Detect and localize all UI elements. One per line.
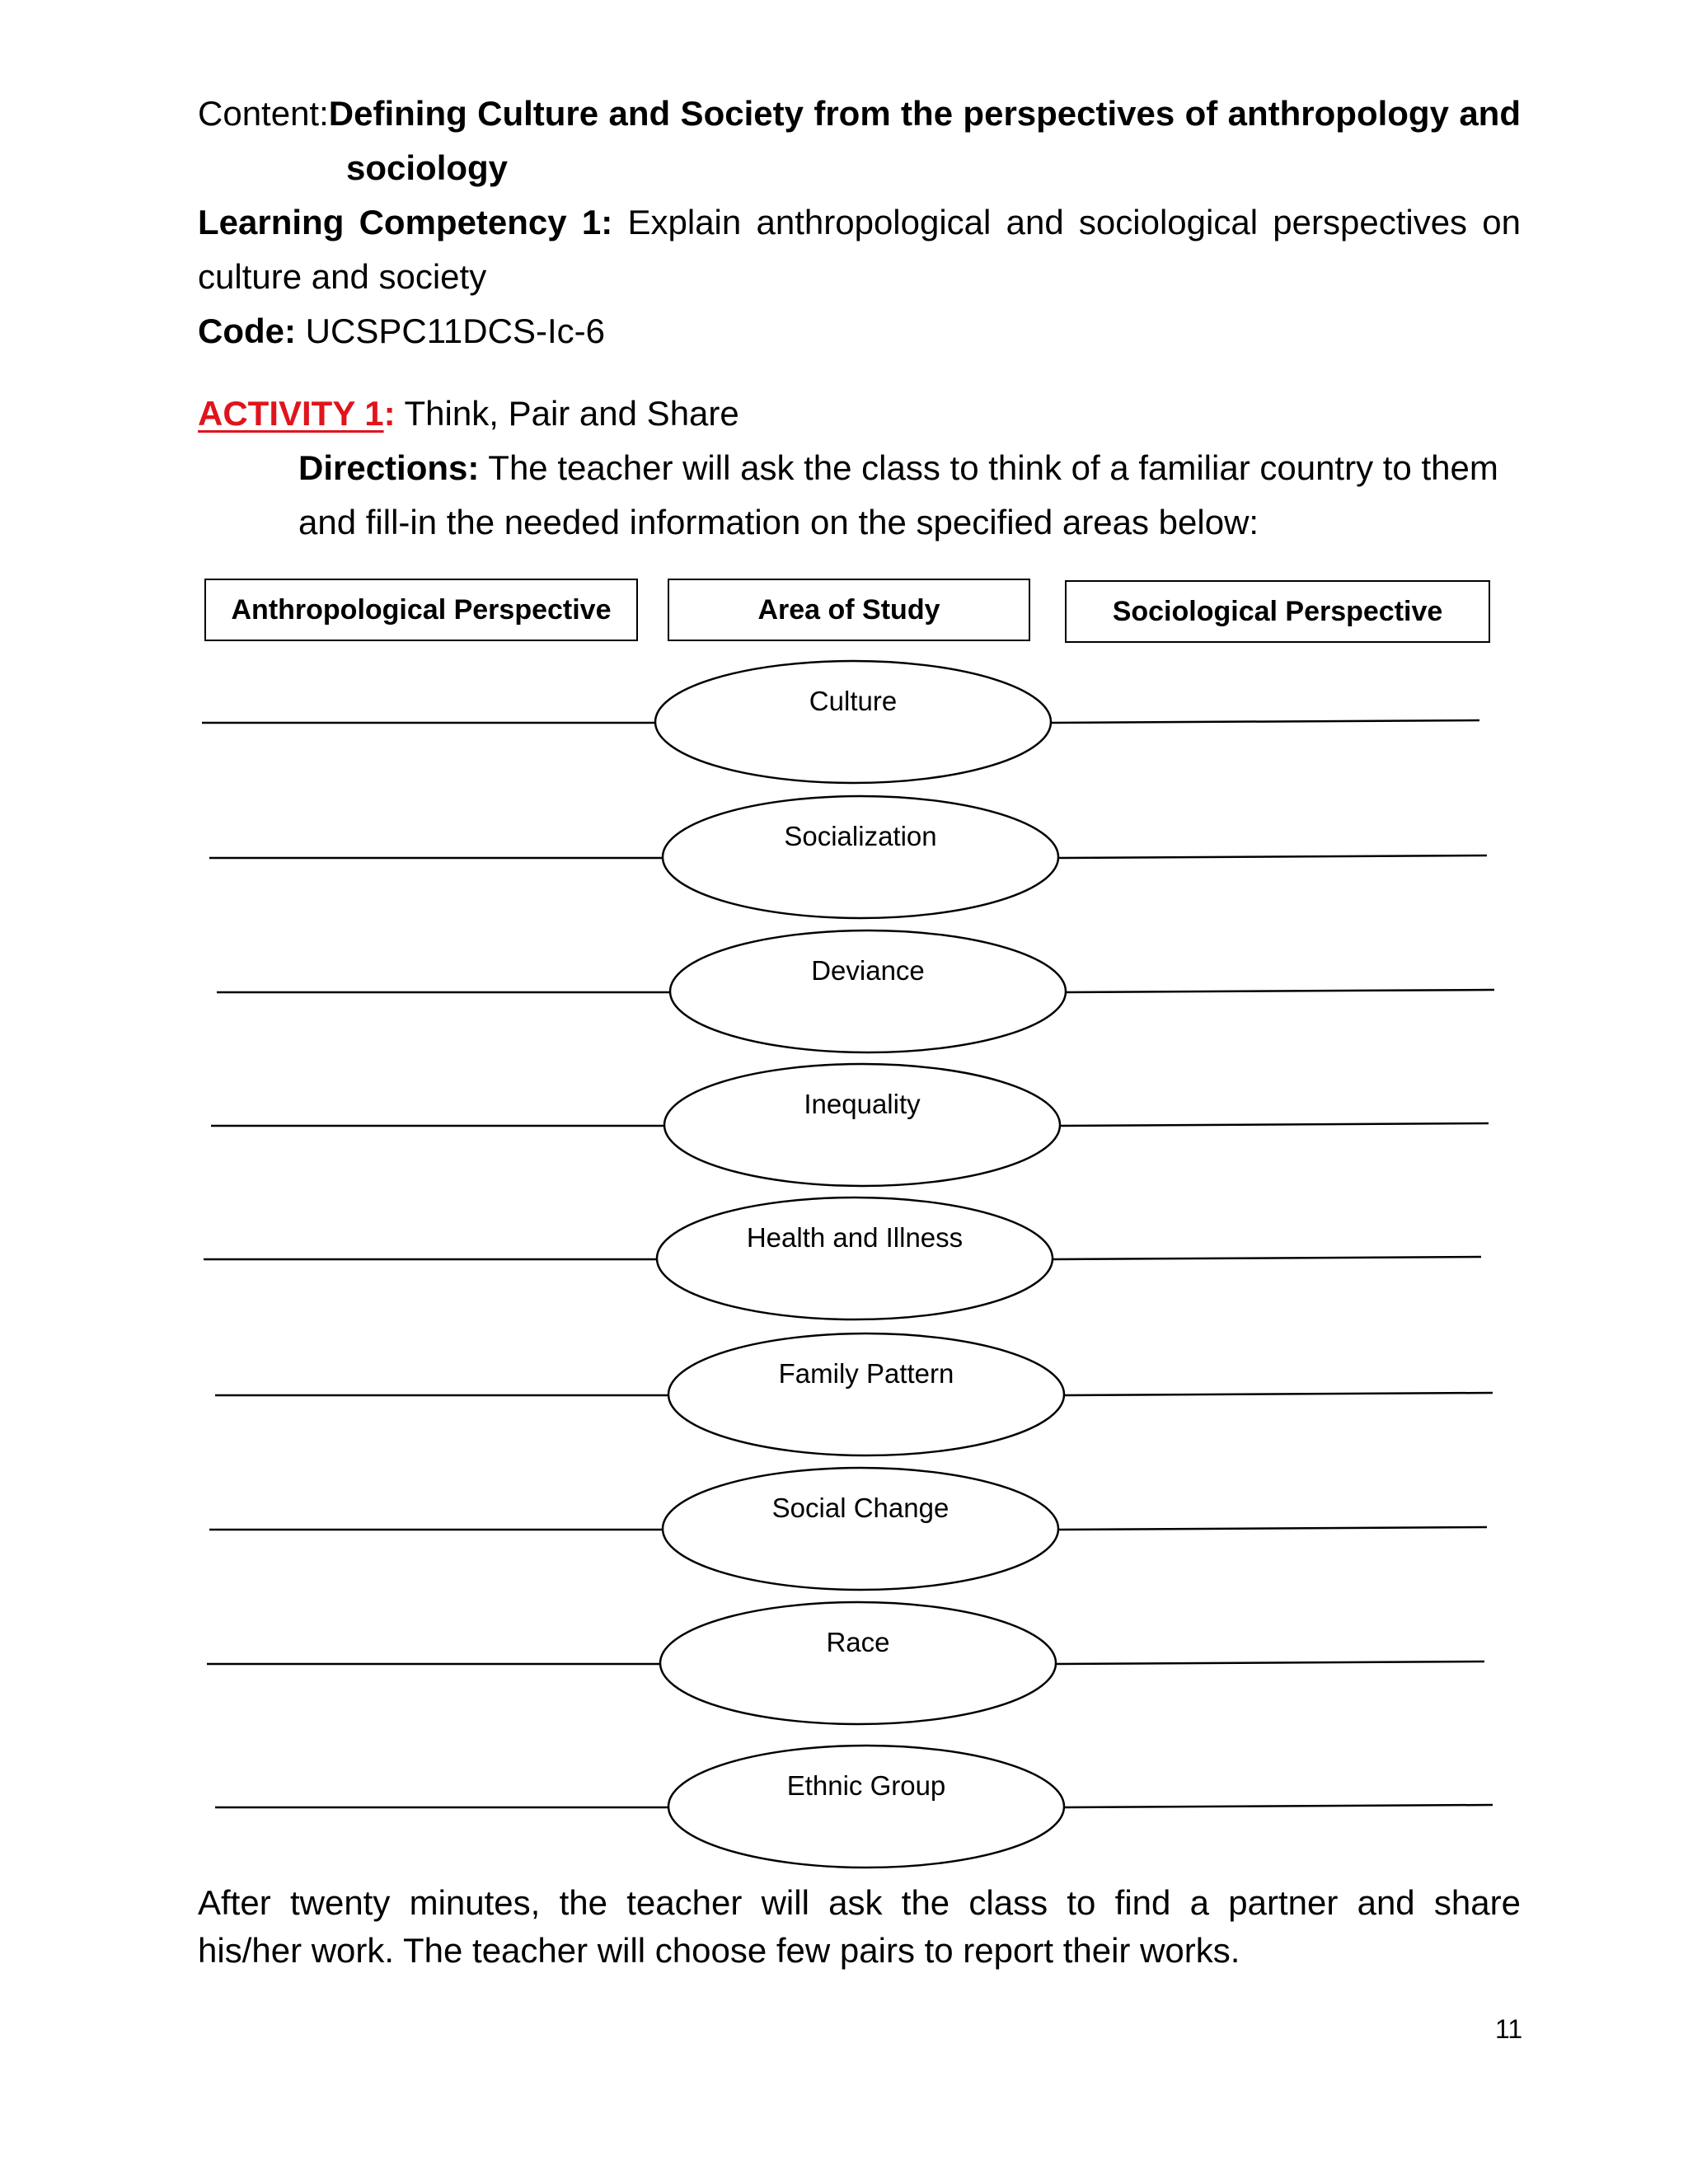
page-number: 11 (1495, 2014, 1523, 2044)
area-label-race: Race (826, 1627, 890, 1657)
sociological-answer-line-ethnic-group[interactable] (1064, 1805, 1493, 1807)
directions-label: Directions: (298, 448, 480, 487)
area-label-deviance: Deviance (811, 955, 925, 986)
area-label-family-pattern: Family Pattern (778, 1358, 954, 1389)
area-label-inequality: Inequality (804, 1089, 921, 1119)
competency-text: Explain anthropological and sociological perspectives on (627, 203, 1522, 241)
competency-text-continued: culture and society (198, 257, 487, 296)
area-label-socialization: Socialization (784, 821, 937, 851)
header-area-of-study: Area of Study (668, 579, 1030, 641)
sociological-answer-line-socialization[interactable] (1058, 855, 1487, 858)
area-ellipse-family-pattern (668, 1333, 1064, 1455)
area-label-culture: Culture (809, 686, 898, 716)
area-ellipse-health-and-illness (657, 1197, 1053, 1319)
content-label: Content: (198, 94, 329, 133)
area-label-social-change: Social Change (771, 1493, 950, 1523)
area-ellipse-inequality (664, 1064, 1060, 1186)
area-label-health-and-illness: Health and Illness (746, 1222, 964, 1253)
area-ellipse-culture (655, 661, 1051, 783)
area-ellipse-ethnic-group (668, 1746, 1064, 1868)
sociological-answer-line-social-change[interactable] (1058, 1527, 1487, 1530)
header-anthropological: Anthropological Perspective (204, 579, 638, 641)
activity-label: ACTIVITY 1: (198, 394, 396, 433)
sociological-answer-line-culture[interactable] (1051, 720, 1479, 723)
directions-text-continued: and fill-in the needed information on the specified areas below: (298, 503, 1259, 541)
sociological-answer-line-family-pattern[interactable] (1064, 1393, 1493, 1395)
area-ellipse-race (660, 1602, 1056, 1724)
activity-title: Think, Pair and Share (404, 394, 739, 433)
area-label-ethnic-group: Ethnic Group (786, 1770, 946, 1801)
directions-text: The teacher will ask the class to think of a familiar country to them (488, 448, 1498, 487)
competency-label: Learning Competency 1: (198, 203, 613, 241)
closing-line-2: his/her work. The teacher will choose few pairs to report their works. (198, 1931, 1240, 1970)
sociological-answer-line-race[interactable] (1056, 1661, 1484, 1664)
code-label: Code: (198, 312, 296, 350)
content-title-continued: sociology (346, 148, 509, 187)
area-ellipse-socialization (663, 796, 1058, 918)
closing-line-1: After twenty minutes, the teacher will ask the class to find a partner and share (198, 1883, 1521, 1922)
content-title: Defining Culture and Society from the perspectives of anthropology and (328, 94, 1521, 133)
area-ellipse-social-change (663, 1468, 1058, 1590)
header-sociological: Sociological Perspective (1065, 580, 1490, 643)
sociological-answer-line-deviance[interactable] (1066, 990, 1494, 992)
sociological-answer-line-inequality[interactable] (1060, 1123, 1489, 1126)
code-value: UCSPC11DCS-Ic-6 (305, 312, 605, 350)
area-ellipse-deviance (670, 930, 1066, 1052)
sociological-answer-line-health-and-illness[interactable] (1053, 1257, 1481, 1259)
